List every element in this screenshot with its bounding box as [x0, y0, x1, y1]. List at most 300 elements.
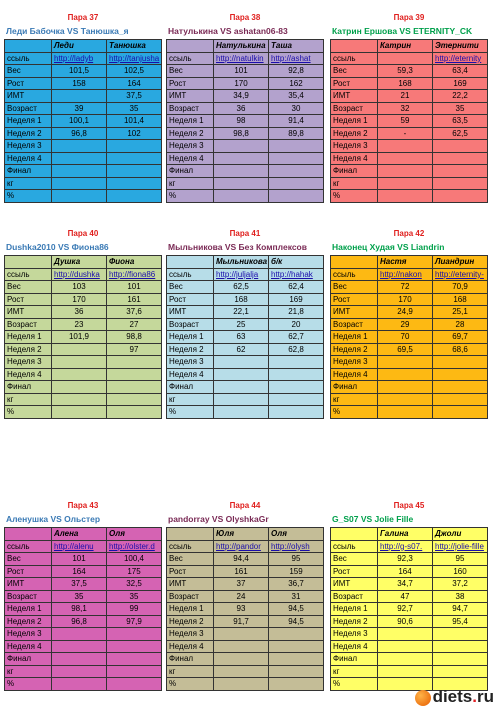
profile-link[interactable]: http://jolie-fille [433, 540, 488, 553]
value-cell: 62,5 [214, 281, 269, 294]
table-row [5, 653, 162, 666]
value-cell: 39 [52, 102, 107, 115]
profile-link[interactable]: http://olster.d [107, 540, 162, 553]
row-label: Неделя 1 [5, 331, 52, 344]
row-label: Неделя 2 [167, 343, 214, 356]
row-label: % [331, 678, 378, 691]
table-row [167, 65, 324, 78]
value-cell: 25,1 [433, 306, 488, 319]
value-cell: 38 [433, 590, 488, 603]
row-label: Неделя 4 [5, 152, 52, 165]
row-label: Неделя 1 [331, 331, 378, 344]
value-cell [52, 190, 107, 203]
header-blank [5, 528, 52, 541]
value-cell [52, 177, 107, 190]
pair-number: Пара 41 [229, 229, 261, 238]
pair-table [4, 39, 162, 203]
diets-logo: diets.ru [415, 687, 494, 707]
row-label: Финал [5, 165, 52, 178]
row-label: Возраст [331, 318, 378, 331]
pair-number: Пара 45 [393, 501, 425, 510]
pair-block [4, 12, 162, 203]
table-row [167, 590, 324, 603]
value-cell: 36 [214, 102, 269, 115]
value-cell: 158 [52, 77, 107, 90]
pair-number: Пара 44 [229, 501, 261, 510]
row-label: ИМТ [167, 578, 214, 591]
table-row [331, 653, 488, 666]
value-cell: 98 [214, 115, 269, 128]
header-blank [167, 256, 214, 269]
pair-title: pandorray VS OlyshkaGr [168, 514, 269, 524]
participant-name: Катрин [378, 40, 433, 53]
row-label: % [331, 406, 378, 419]
value-cell: 170 [214, 77, 269, 90]
table-row [5, 177, 162, 190]
table-row [331, 190, 488, 203]
pair-title: Dushka2010 VS Фиона86 [6, 242, 109, 252]
pair-table [166, 527, 324, 691]
value-cell: 21 [378, 90, 433, 103]
value-cell [269, 165, 324, 178]
table-row [167, 331, 324, 344]
row-label: Финал [331, 653, 378, 666]
table-row [331, 565, 488, 578]
header-blank [331, 256, 378, 269]
row-label: Возраст [5, 590, 52, 603]
table-row [167, 393, 324, 406]
value-cell [378, 393, 433, 406]
value-cell [214, 406, 269, 419]
table-row [331, 628, 488, 641]
value-cell: 25 [214, 318, 269, 331]
value-cell [433, 653, 488, 666]
value-cell: 95,4 [433, 615, 488, 628]
row-label: ИМТ [331, 306, 378, 319]
value-cell [52, 381, 107, 394]
value-cell [107, 190, 162, 203]
row-label: Рост [167, 293, 214, 306]
table-row [167, 115, 324, 128]
pair-block [4, 228, 162, 419]
value-cell [378, 640, 433, 653]
value-cell: 91,4 [269, 115, 324, 128]
value-cell: 94,5 [269, 615, 324, 628]
value-cell [433, 177, 488, 190]
row-label: Рост [5, 293, 52, 306]
table-row [167, 343, 324, 356]
row-label: Неделя 2 [331, 127, 378, 140]
value-cell: 90,6 [378, 615, 433, 628]
value-cell: 95 [269, 553, 324, 566]
table-row [331, 165, 488, 178]
profile-link[interactable]: http://alenu [52, 540, 107, 553]
row-label: Рост [167, 565, 214, 578]
row-label: Финал [5, 381, 52, 394]
row-label: Неделя 1 [5, 603, 52, 616]
table-row [167, 368, 324, 381]
header-blank [5, 256, 52, 269]
profile-link[interactable]: http://eternity [433, 52, 488, 65]
row-label: Неделя 4 [331, 152, 378, 165]
row-label: кг [5, 393, 52, 406]
value-cell [269, 177, 324, 190]
row-label: ИМТ [5, 90, 52, 103]
table-row [167, 165, 324, 178]
value-cell: 36 [52, 306, 107, 319]
table-row [331, 177, 488, 190]
table-row [5, 678, 162, 691]
participant-name: Натулькина [214, 40, 269, 53]
row-label: Рост [5, 565, 52, 578]
value-cell: 62,8 [269, 343, 324, 356]
value-cell [214, 640, 269, 653]
value-cell: 69,5 [378, 343, 433, 356]
pair-title: Леди Бабочка VS Танюшка_я [6, 26, 129, 36]
row-label: ИМТ [167, 90, 214, 103]
row-label: Возраст [167, 318, 214, 331]
value-cell: 89,8 [269, 127, 324, 140]
table-row [5, 77, 162, 90]
table-row [331, 140, 488, 153]
value-cell: 93 [214, 603, 269, 616]
value-cell: 101 [52, 553, 107, 566]
participant-name: Алена [52, 528, 107, 541]
row-label: Финал [167, 381, 214, 394]
value-cell [107, 165, 162, 178]
value-cell: 72 [378, 281, 433, 294]
table-row [167, 177, 324, 190]
value-cell [214, 190, 269, 203]
value-cell: 96,8 [52, 127, 107, 140]
participant-name: Этернити [433, 40, 488, 53]
row-label: % [167, 406, 214, 419]
value-cell [107, 665, 162, 678]
pair-block [166, 12, 324, 203]
row-label: Неделя 2 [167, 127, 214, 140]
value-cell [433, 406, 488, 419]
value-cell: 99 [107, 603, 162, 616]
header-blank [331, 528, 378, 541]
participant-name: Танюшка [107, 40, 162, 53]
row-label: Неделя 3 [331, 628, 378, 641]
table-row [331, 590, 488, 603]
value-cell [214, 665, 269, 678]
value-cell [269, 678, 324, 691]
row-label: кг [167, 177, 214, 190]
value-cell [214, 152, 269, 165]
value-cell [107, 640, 162, 653]
value-cell: 32,5 [107, 578, 162, 591]
row-label: Возраст [5, 102, 52, 115]
value-cell: 101,5 [52, 65, 107, 78]
value-cell [378, 653, 433, 666]
participant-name: Оля [107, 528, 162, 541]
profile-link[interactable]: http://tanjusha [107, 52, 162, 65]
value-cell: 162 [269, 77, 324, 90]
value-cell: 100,1 [52, 115, 107, 128]
value-cell: 164 [52, 565, 107, 578]
value-cell [433, 140, 488, 153]
row-label: % [331, 190, 378, 203]
row-label: ссыль [167, 52, 214, 65]
row-label: ссыль [167, 540, 214, 553]
profile-link[interactable]: http://juljalja [214, 268, 269, 281]
pair-table [166, 255, 324, 419]
value-cell: 98,1 [52, 603, 107, 616]
row-label: Неделя 2 [5, 615, 52, 628]
value-cell [52, 140, 107, 153]
pair-table [330, 255, 488, 419]
value-cell: 62,4 [269, 281, 324, 294]
participant-name: Леди [52, 40, 107, 53]
header-blank [167, 40, 214, 53]
table-row [5, 343, 162, 356]
row-label: кг [5, 665, 52, 678]
value-cell [269, 653, 324, 666]
value-cell [378, 165, 433, 178]
profile-link[interactable]: http://fiona86 [107, 268, 162, 281]
value-cell: 35 [107, 590, 162, 603]
table-row [167, 603, 324, 616]
row-label: Вес [331, 65, 378, 78]
header-blank [5, 40, 52, 53]
value-cell: 22,2 [433, 90, 488, 103]
value-cell [52, 152, 107, 165]
value-cell [269, 190, 324, 203]
table-row [167, 356, 324, 369]
row-label: Вес [5, 281, 52, 294]
value-cell [269, 368, 324, 381]
pair-table [4, 255, 162, 419]
row-label: Финал [167, 653, 214, 666]
pair-title: Мыльникова VS Без Комплексов [168, 242, 307, 252]
value-cell: 35,4 [269, 90, 324, 103]
value-cell: 37,5 [52, 578, 107, 591]
table-row [331, 102, 488, 115]
table-row [331, 293, 488, 306]
value-cell [214, 678, 269, 691]
value-cell: - [378, 127, 433, 140]
profile-link[interactable]: http://hahak [269, 268, 324, 281]
profile-link[interactable]: http://natulkin [214, 52, 269, 65]
participant-name: Настя [378, 256, 433, 269]
table-row [331, 393, 488, 406]
value-cell [52, 165, 107, 178]
table-row [5, 152, 162, 165]
row-label: ИМТ [5, 578, 52, 591]
row-label: ИМТ [5, 306, 52, 319]
row-label: % [5, 678, 52, 691]
value-cell [269, 356, 324, 369]
pair-table [330, 39, 488, 203]
value-cell [433, 640, 488, 653]
value-cell [378, 190, 433, 203]
value-cell [433, 368, 488, 381]
table-row [167, 102, 324, 115]
table-row [167, 540, 324, 553]
row-label: ИМТ [331, 578, 378, 591]
value-cell: 70 [378, 331, 433, 344]
profile-link[interactable]: http://dushka [52, 268, 107, 281]
value-cell [214, 140, 269, 153]
row-label: % [167, 678, 214, 691]
table-row [167, 678, 324, 691]
value-cell [378, 177, 433, 190]
value-cell [52, 406, 107, 419]
row-label: Неделя 3 [5, 140, 52, 153]
value-cell: 23 [52, 318, 107, 331]
table-row [167, 90, 324, 103]
row-label: Вес [331, 553, 378, 566]
value-cell: 170 [378, 293, 433, 306]
table-row [331, 343, 488, 356]
value-cell: 47 [378, 590, 433, 603]
table-row [331, 381, 488, 394]
table-row [331, 268, 488, 281]
row-label: Финал [331, 165, 378, 178]
table-row [331, 578, 488, 591]
row-label: Возраст [331, 590, 378, 603]
value-cell [378, 152, 433, 165]
row-label: Неделя 4 [331, 368, 378, 381]
pair-number: Пара 37 [67, 13, 99, 22]
table-row [331, 77, 488, 90]
pair-number: Пара 43 [67, 501, 99, 510]
value-cell: 94,7 [433, 603, 488, 616]
value-cell [214, 393, 269, 406]
table-row [5, 368, 162, 381]
table-row [5, 90, 162, 103]
profile-link[interactable]: http://g-s07. [378, 540, 433, 553]
table-row [5, 565, 162, 578]
row-label: Неделя 4 [331, 640, 378, 653]
profile-link[interactable]: http://olysh [269, 540, 324, 553]
table-row [167, 615, 324, 628]
value-cell: 62,7 [269, 331, 324, 344]
value-cell: 32 [378, 102, 433, 115]
table-row [5, 140, 162, 153]
row-label: Возраст [167, 102, 214, 115]
apple-icon [415, 690, 431, 706]
value-cell [378, 665, 433, 678]
table-row [331, 406, 488, 419]
value-cell: 37 [214, 578, 269, 591]
table-row [331, 281, 488, 294]
profile-link[interactable]: http://ladyb [52, 52, 107, 65]
value-cell: 63 [214, 331, 269, 344]
row-label: Неделя 3 [331, 356, 378, 369]
value-cell [107, 381, 162, 394]
row-label: Вес [5, 65, 52, 78]
value-cell: 169 [269, 293, 324, 306]
row-label: Неделя 2 [331, 343, 378, 356]
participant-name: Юля [214, 528, 269, 541]
header-blank [331, 40, 378, 53]
value-cell: 59 [378, 115, 433, 128]
row-label: Неделя 3 [331, 140, 378, 153]
row-label: ИМТ [331, 90, 378, 103]
value-cell: 169 [433, 77, 488, 90]
table-row [331, 52, 488, 65]
table-row [5, 628, 162, 641]
row-label: Неделя 3 [167, 356, 214, 369]
value-cell [52, 640, 107, 653]
value-cell: 160 [433, 565, 488, 578]
value-cell: 37,2 [433, 578, 488, 591]
table-row [167, 406, 324, 419]
row-label: Возраст [167, 590, 214, 603]
value-cell [269, 140, 324, 153]
value-cell: 30 [269, 102, 324, 115]
row-label: ссыль [5, 540, 52, 553]
value-cell: 102,5 [107, 65, 162, 78]
table-row [167, 565, 324, 578]
table-row [167, 140, 324, 153]
table-row [331, 65, 488, 78]
profile-link[interactable]: http://ashat [269, 52, 324, 65]
participant-name: Оля [269, 528, 324, 541]
table-row [167, 190, 324, 203]
row-label: Неделя 4 [167, 368, 214, 381]
value-cell: 100,4 [107, 553, 162, 566]
value-cell: 97 [107, 343, 162, 356]
value-cell: 92,7 [378, 603, 433, 616]
pair-number: Пара 42 [393, 229, 425, 238]
table-row [5, 52, 162, 65]
participant-name: Душка [52, 256, 107, 269]
table-row [5, 127, 162, 140]
row-label: Неделя 1 [5, 115, 52, 128]
value-cell: 37,5 [107, 90, 162, 103]
value-cell [52, 628, 107, 641]
table-row [331, 90, 488, 103]
row-label: Финал [331, 381, 378, 394]
value-cell [433, 190, 488, 203]
value-cell: 37,6 [107, 306, 162, 319]
value-cell [214, 368, 269, 381]
table-row [5, 603, 162, 616]
row-label: ссыль [331, 540, 378, 553]
value-cell [52, 343, 107, 356]
participant-name: Фиона [107, 256, 162, 269]
value-cell [214, 165, 269, 178]
value-cell [433, 628, 488, 641]
table-row [5, 65, 162, 78]
value-cell: 101 [107, 281, 162, 294]
value-cell [269, 628, 324, 641]
table-row [331, 603, 488, 616]
profile-link[interactable]: http://nakon [378, 268, 433, 281]
table-row [167, 127, 324, 140]
value-cell: 95 [433, 553, 488, 566]
pair-block [4, 500, 162, 691]
table-row [5, 381, 162, 394]
value-cell: 168 [214, 293, 269, 306]
table-row [331, 152, 488, 165]
row-label: Рост [167, 77, 214, 90]
row-label: ссыль [331, 52, 378, 65]
table-row [167, 152, 324, 165]
value-cell [107, 177, 162, 190]
row-label: Вес [331, 281, 378, 294]
value-cell [52, 393, 107, 406]
profile-link[interactable]: http://pandor [214, 540, 269, 553]
value-cell: 63,4 [433, 65, 488, 78]
value-cell [52, 368, 107, 381]
profile-link[interactable]: http://eternity- [433, 268, 488, 281]
value-cell [107, 356, 162, 369]
